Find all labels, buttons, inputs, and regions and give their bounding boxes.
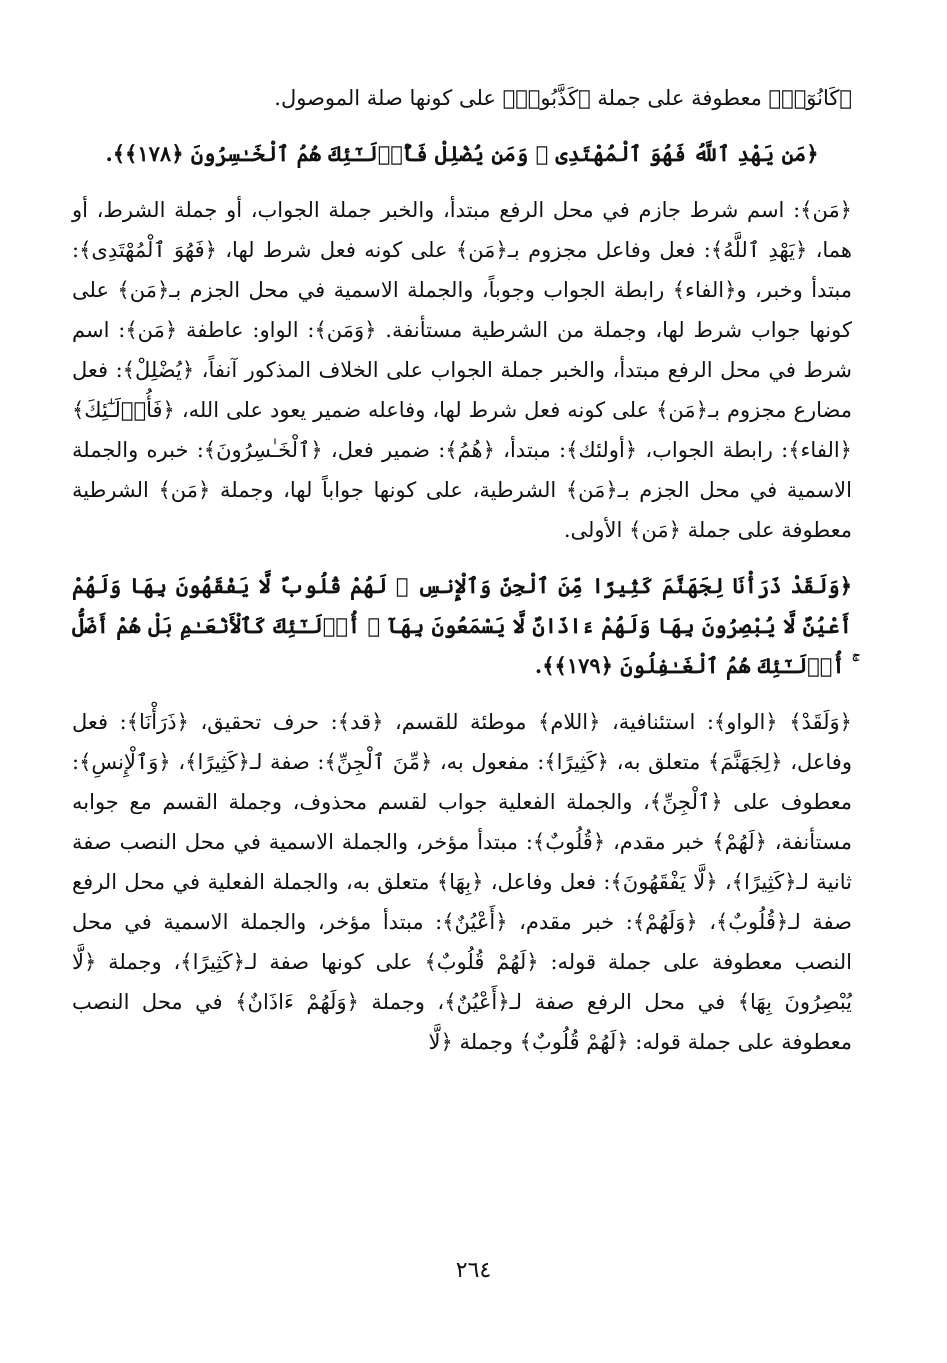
page-number: ٢٦٤: [455, 1258, 492, 1283]
quran-verse-179: ﴿وَلَقَدْ ذَرَأْنَا لِجَهَنَّمَ كَثِيرًا مِّنَ ٱلْجِنِّ وَٱلْإِنسِ ۖ لَهُمْ قُلُوبٌ لَّا يَفْقَهُونَ بِهَا وَلَهُمْ أَعْيُنٌ لَّا يُبْصِرُونَ بِهَا وَلَهُمْ ءَاذَانٌ لَّا يَسْمَعُونَ بِهَآ ۚ أُو۟لَـٰٓئِكَ كَٱلْأَنْعَـٰمِ بَلْ هُمْ أَضَلُّ ۚ أُو۟لَـٰٓئِكَ هُمُ ٱلْغَـٰفِلُونَ ﴿١٧٩﴾﴾.: [71, 573, 852, 678]
spacer: [72, 118, 852, 134]
quran-verse-178: ﴿مَن يَهْدِ ٱللَّهُ فَهُوَ ٱلْمُهْتَدِى ۖ وَمَن يُضْلِلْ فَأُو۟لَـٰٓئِكَ هُمُ ٱلْخَـٰسِرُونَ ﴿١٧٨﴾﴾.: [105, 141, 819, 166]
paragraph-parsing-178: ﴿مَن﴾: اسم شرط جازم في محل الرفع مبتدأ، والخبر جملة الجواب، أو جملة الشرط، أو هما، ﴿يَهْدِ ٱللَّهُ﴾: فعل وفاعل مجزوم بـ﴿مَن﴾ على كونه فعل شرط لها، ﴿فَهُوَ ٱلْمُهْتَدِى﴾: مبتدأ وخبر، و﴿الفاء﴾ رابطة الجواب وجوباً، والجملة الاسمية في محل الجزم بـ﴿مَن﴾ على كونها جواب شرط لها، وجملة من الشرطية مستأنفة. ﴿وَمَن﴾: الواو: عاطفة ﴿مَن﴾: اسم شرط في محل الرفع مبتدأ، والخبر جملة الجواب على الخلاف المذكور آنفاً، ﴿يُضْلِلْ﴾: فعل مضارع مجزوم بـ﴿مَن﴾ على كونه فعل شرط لها، وفاعله ضمير يعود على الله، ﴿فَأُو۟لَـٰٓئِكَ﴾ ﴿الفاء﴾: رابطة الجواب، ﴿أولئك﴾: مبتدأ، ﴿هُمُ﴾: ضمير فعل، ﴿ٱلْخَـٰسِرُونَ﴾: خبره والجملة الاسمية في محل الجزم بـ﴿مَن﴾ الشرطية، على كونها جواباً لها، وجملة ﴿مَن﴾ الشرطية معطوفة على جملة ﴿مَن﴾ الأولى.: [72, 198, 852, 542]
spacer: [72, 174, 852, 190]
spacer: [72, 550, 852, 566]
page-body: [72, 78, 852, 1062]
spacer: [72, 686, 852, 702]
paragraph-continuation: ﴿كَانُوٓا۟﴾ معطوفة على جملة ﴿كَذَّبُوا۟﴾ على كونها صلة الموصول.: [274, 86, 852, 110]
paragraph-parsing-179: ﴿وَلَقَدْ﴾ ﴿الواو﴾: استئنافية، ﴿اللام﴾ موطئة للقسم، ﴿قد﴾: حرف تحقيق، ﴿ذَرَأْنَا﴾: فعل وفاعل، ﴿لِجَهَنَّمَ﴾ متعلق به، ﴿كَثِيرًا﴾: مفعول به، ﴿مِّنَ ٱلْجِنِّ﴾: صفة لـ﴿كَثِيرًا﴾، ﴿وَٱلْإِنسِ﴾: معطوف على ﴿ٱلْجِنِّ﴾، والجملة الفعلية جواب لقسم محذوف، وجملة القسم مع جوابه مستأنفة، ﴿لَهُمْ﴾ خبر مقدم، ﴿قُلُوبٌ﴾: مبتدأ مؤخر، والجملة الاسمية في محل النصب صفة ثانية لـ﴿كَثِيرًا﴾، ﴿لَّا يَفْقَهُونَ﴾: فعل وفاعل، ﴿بِهَا﴾ متعلق به، والجملة الفعلية في محل الرفع صفة لـ﴿قُلُوبٌ﴾، ﴿وَلَهُمْ﴾: خبر مقدم، ﴿أَعْيُنٌ﴾: مبتدأ مؤخر، والجملة الاسمية في محل النصب معطوفة على جملة قوله: ﴿لَهُمْ قُلُوبٌ﴾ على كونها صفة لـ﴿كَثِيرًا﴾، وجملة ﴿لَّا يُبْصِرُونَ بِهَا﴾ في محل الرفع صفة لـ﴿أَعْيُنٌ﴾، وجملة ﴿وَلَهُمْ ءَاذَانٌ﴾ في محل النصب معطوفة على جملة قوله: ﴿لَهُمْ قُلُوبٌ﴾ وجملة ﴿لَّا: [72, 710, 852, 1054]
